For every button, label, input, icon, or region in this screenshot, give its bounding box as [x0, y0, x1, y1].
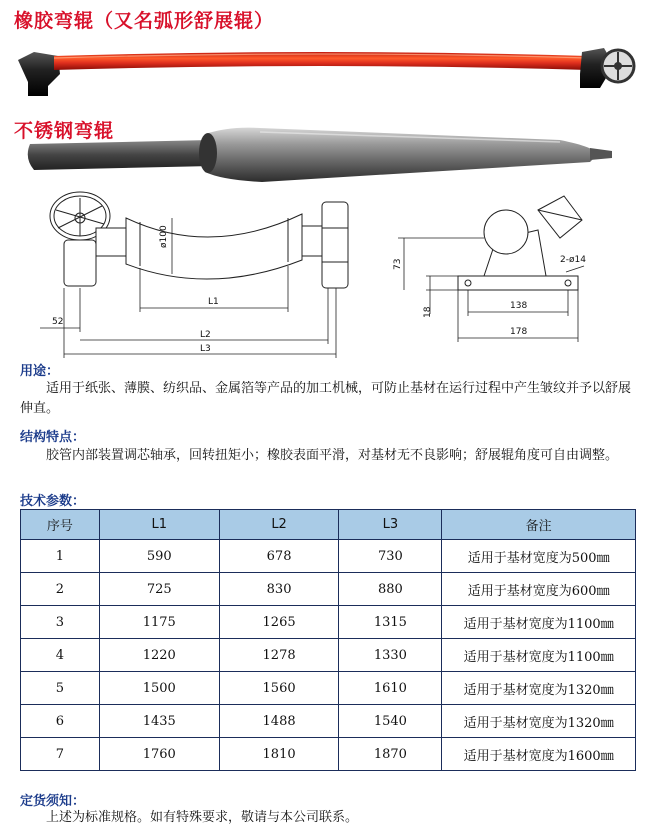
- col-header-index: 序号: [21, 510, 100, 540]
- cell-l1: 1760: [99, 738, 219, 771]
- cell-l1: 1175: [99, 606, 219, 639]
- table-row: [21, 705, 636, 738]
- dim-73: 73: [393, 258, 403, 270]
- cell-l3: 880: [339, 573, 442, 606]
- dim-diameter: ø100: [159, 225, 169, 248]
- cell-l3: 730: [339, 540, 442, 573]
- dim-l3: L3: [200, 344, 211, 354]
- dim-138: 138: [510, 301, 528, 311]
- table-header-row: [21, 510, 636, 540]
- cell-l1: 1500: [99, 672, 219, 705]
- dim-52: 52: [52, 317, 64, 327]
- side-view-drawing: [388, 190, 598, 350]
- cell-l2: 1278: [219, 639, 339, 672]
- params-table: [20, 509, 636, 771]
- title-steel-roller: 不锈钢弯辊: [14, 120, 115, 142]
- order-heading: 定货须知：: [20, 794, 86, 809]
- cell-note: 适用于基材宽度为1600㎜: [442, 738, 636, 771]
- usage-heading: 用途：: [20, 364, 60, 379]
- cell-l2: 678: [219, 540, 339, 573]
- dim-holes: 2-ø14: [560, 255, 586, 265]
- table-row: [21, 606, 636, 639]
- title-rubber-roller: 橡胶弯辊（又名弧形舒展辊）: [14, 10, 275, 32]
- usage-text: 适用于纸张、薄膜、纺织品、金属箔等产品的加工机械，可防止基材在运行过程中产生皱纹并予以舒展伸直。: [20, 381, 632, 416]
- rubber-roller-image: [0, 34, 651, 106]
- cell-l3: 1540: [339, 705, 442, 738]
- col-header-l1: L1: [99, 510, 219, 540]
- cell-note: 适用于基材宽度为500㎜: [442, 540, 636, 573]
- table-row: [21, 540, 636, 573]
- cell-l2: 1265: [219, 606, 339, 639]
- front-view-drawing: [40, 188, 350, 358]
- cell-l3: 1330: [339, 639, 442, 672]
- cell-index: 3: [21, 606, 100, 639]
- dim-l1: L1: [208, 297, 219, 307]
- dim-18: 18: [423, 306, 433, 318]
- cell-l1: 590: [99, 540, 219, 573]
- cell-l2: 830: [219, 573, 339, 606]
- structure-text: 胶管内部装置调芯轴承，回转扭矩小；橡胶表面平滑，对基材无不良影响；舒展辊角度可自由调整。: [46, 448, 619, 463]
- cell-l2: 1488: [219, 705, 339, 738]
- cell-l1: 1220: [99, 639, 219, 672]
- cell-index: 6: [21, 705, 100, 738]
- order-text: 上述为标准规格。如有特殊要求，敬请与本公司联系。: [46, 810, 359, 825]
- col-header-note: 备注: [442, 510, 636, 540]
- steel-roller-image: [0, 118, 651, 190]
- cell-index: 1: [21, 540, 100, 573]
- col-header-l3: L3: [339, 510, 442, 540]
- dim-l2: L2: [200, 330, 211, 340]
- cell-l3: 1610: [339, 672, 442, 705]
- cell-l2: 1810: [219, 738, 339, 771]
- cell-index: 5: [21, 672, 100, 705]
- cell-note: 适用于基材宽度为600㎜: [442, 573, 636, 606]
- table-row: [21, 639, 636, 672]
- cell-index: 7: [21, 738, 100, 771]
- table-row: [21, 738, 636, 771]
- table-row: [21, 672, 636, 705]
- dim-178: 178: [510, 327, 528, 337]
- cell-index: 2: [21, 573, 100, 606]
- cell-note: 适用于基材宽度为1320㎜: [442, 672, 636, 705]
- cell-l2: 1560: [219, 672, 339, 705]
- cell-note: 适用于基材宽度为1100㎜: [442, 639, 636, 672]
- col-header-l2: L2: [219, 510, 339, 540]
- cell-note: 适用于基材宽度为1320㎜: [442, 705, 636, 738]
- cell-l1: 1435: [99, 705, 219, 738]
- structure-heading: 结构特点：: [20, 430, 86, 445]
- params-heading: 技术参数：: [20, 494, 86, 509]
- cell-l3: 1315: [339, 606, 442, 639]
- cell-l1: 725: [99, 573, 219, 606]
- table-row: [21, 573, 636, 606]
- cell-note: 适用于基材宽度为1100㎜: [442, 606, 636, 639]
- cell-l3: 1870: [339, 738, 442, 771]
- cell-index: 4: [21, 639, 100, 672]
